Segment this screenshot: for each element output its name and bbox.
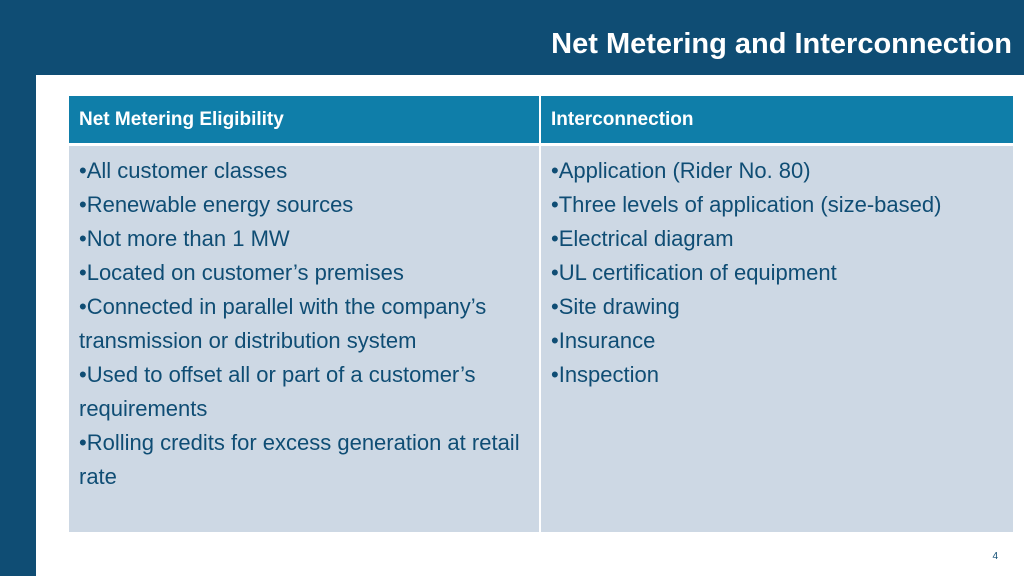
list-item: • Electrical diagram: [551, 222, 1003, 256]
list-item: • All customer classes: [79, 154, 529, 188]
interconnection-list: [551, 154, 1003, 392]
list-item: • UL certification of equipment: [551, 256, 1003, 290]
list-item: • Application (Rider No. 80): [551, 154, 1003, 188]
page-number: 4: [992, 551, 998, 562]
slide-title: Net Metering and Interconnection: [551, 28, 1012, 60]
comparison-table: [69, 96, 1013, 532]
header-net-metering-eligibility: Net Metering Eligibility: [69, 96, 541, 146]
list-item: • Used to offset all or part of a customer’s requirements: [79, 358, 529, 426]
left-frame-bar: [0, 0, 36, 576]
list-item: • Connected in parallel with the company’s transmission or distribution system: [79, 290, 529, 358]
list-item: • Site drawing: [551, 290, 1003, 324]
list-item: • Rolling credits for excess generation at retail rate: [79, 426, 529, 494]
eligibility-list: [79, 154, 529, 494]
list-item: • Located on customer’s premises: [79, 256, 529, 290]
table-header-row: [69, 96, 1013, 146]
list-item: • Insurance: [551, 324, 1003, 358]
list-item: • Inspection: [551, 358, 1003, 392]
list-item: • Renewable energy sources: [79, 188, 529, 222]
list-item: • Three levels of application (size-based): [551, 188, 1003, 222]
eligibility-cell: [69, 146, 541, 532]
interconnection-cell: [541, 146, 1013, 532]
header-interconnection: Interconnection: [541, 96, 1013, 146]
table-body-row: [69, 146, 1013, 532]
list-item: • Not more than 1 MW: [79, 222, 529, 256]
